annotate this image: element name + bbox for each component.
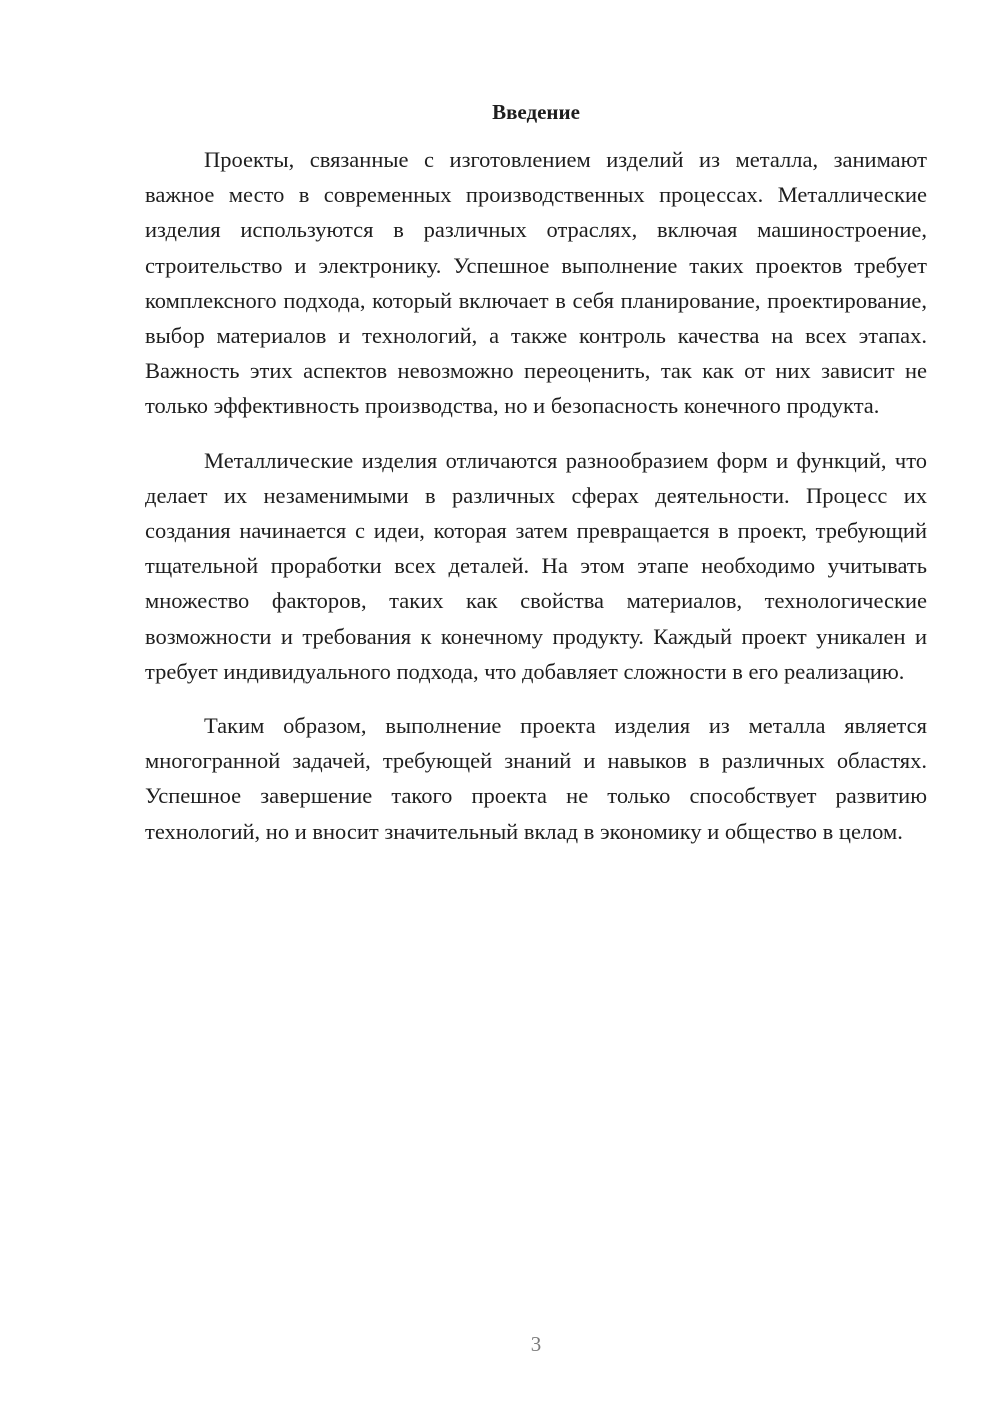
section-heading: Введение [492, 100, 580, 124]
paragraph: Металлические изделия отличаются разнообразием форм и функций, что делает их незаменимыми в различных сферах деятельности. Процесс их создания начинается с идеи, которая затем превращается в проект, требующий тщательной проработки всех деталей. На этом этапе необходимо учитывать множество факторов, таких как свойства материалов, технологические возможности и требования к конечному продукту. Каждый проект уникален и требует индивидуального подхода, что добавляет сложности в его реализацию. [145, 447, 927, 684]
paragraph: Проекты, связанные с изготовлением изделий из металла, занимают важное место в современных производственных процессах. Металлические изделия используются в различных отраслях, включая машиностроение, строительство и электронику. Успешное выполнение таких проектов требует комплексного подхода, который включает в себя планирование, проектирование, выбор материалов и технологий, а также контроль качества на всех этапах. Важность этих аспектов невозможно переоценить, так как от них зависит не только эффективность производства, но и безопасность конечного продукта. [145, 147, 927, 419]
paragraph: Таким образом, выполнение проекта изделия из металла является многогранной задачей, требующей знаний и навыков в различных областях. Успешное завершение такого проекта не только способствует развитию технологий, но и вносит значительный вклад в экономику и общество в целом. [145, 713, 927, 844]
document-body [145, 142, 927, 868]
page-number: 3 [530, 1332, 542, 1356]
